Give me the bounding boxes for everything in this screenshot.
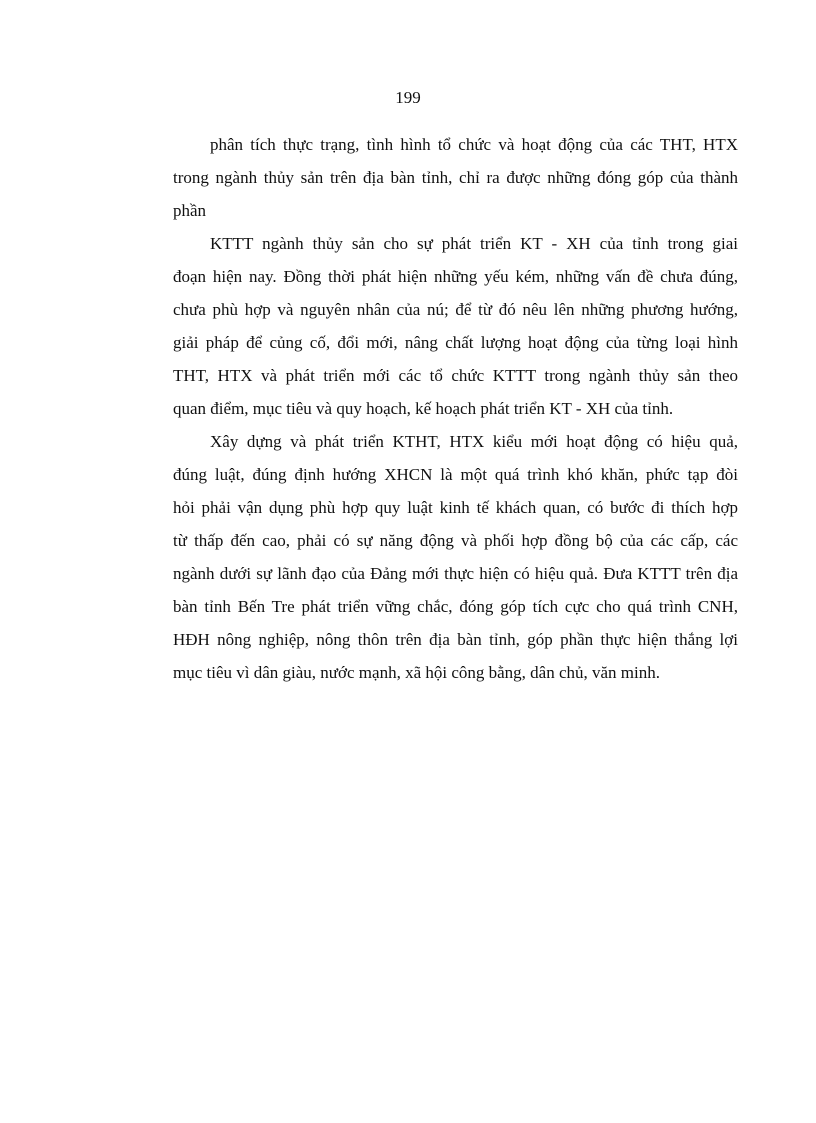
text-line: giải pháp để củng cố, đổi mới, nâng chất lượng hoạt động của từng loại hình <box>173 333 738 352</box>
page-number: 199 <box>395 88 421 107</box>
text-line: chưa phù hợp và nguyên nhân của nú; để từ đó nêu lên những phương hướng, <box>173 300 738 319</box>
text-line: mục tiêu vì dân giàu, nước mạnh, xã hội công bằng, dân chủ, văn minh. <box>173 663 661 682</box>
text-line: hỏi phải vận dụng phù hợp quy luật kinh tế khách quan, có bước đi thích hợp <box>173 498 738 517</box>
paragraph-3 <box>136 425 738 689</box>
text-line: đúng luật, đúng định hướng XHCN là một quá trình khó khăn, phức tạp đòi <box>173 465 738 484</box>
text-line: đoạn hiện nay. Đồng thời phát hiện những yếu kém, những vấn đề chưa đúng, <box>173 267 738 286</box>
text-line: trong ngành thủy sản trên địa bàn tỉnh, chỉ ra được những đóng góp của thành <box>173 168 738 187</box>
text-line: phân tích thực trạng, tình hình tổ chức và hoạt động của các THT, HTX <box>210 135 738 154</box>
body-text <box>136 128 738 689</box>
text-line: HĐH nông nghiệp, nông thôn trên địa bàn tỉnh, góp phần thực hiện thắng lợi <box>173 630 738 649</box>
text-line: từ thấp đến cao, phải có sự năng động và phối hợp đồng bộ của các cấp, các <box>173 531 738 550</box>
text-line: phần <box>173 201 207 220</box>
text-line: Xây dựng và phát triển KTHT, HTX kiểu mới hoạt động có hiệu quả, <box>210 432 738 451</box>
paragraph-2 <box>136 227 738 425</box>
text-line: bàn tỉnh Bến Tre phát triển vững chắc, đóng góp tích cực cho quá trình CNH, <box>173 597 738 616</box>
text-line: quan điểm, mục tiêu và quy hoạch, kế hoạch phát triển KT - XH của tỉnh. <box>173 399 674 418</box>
paragraph-1 <box>136 128 738 227</box>
text-line: KTTT ngành thủy sản cho sự phát triển KT - XH của tỉnh trong giai <box>210 234 738 253</box>
text-line: ngành dưới sự lãnh đạo của Đảng mới thực hiện có hiệu quả. Đưa KTTT trên địa <box>173 564 738 583</box>
text-line: THT, HTX và phát triển mới các tổ chức KTTT trong ngành thủy sản theo <box>173 366 738 385</box>
